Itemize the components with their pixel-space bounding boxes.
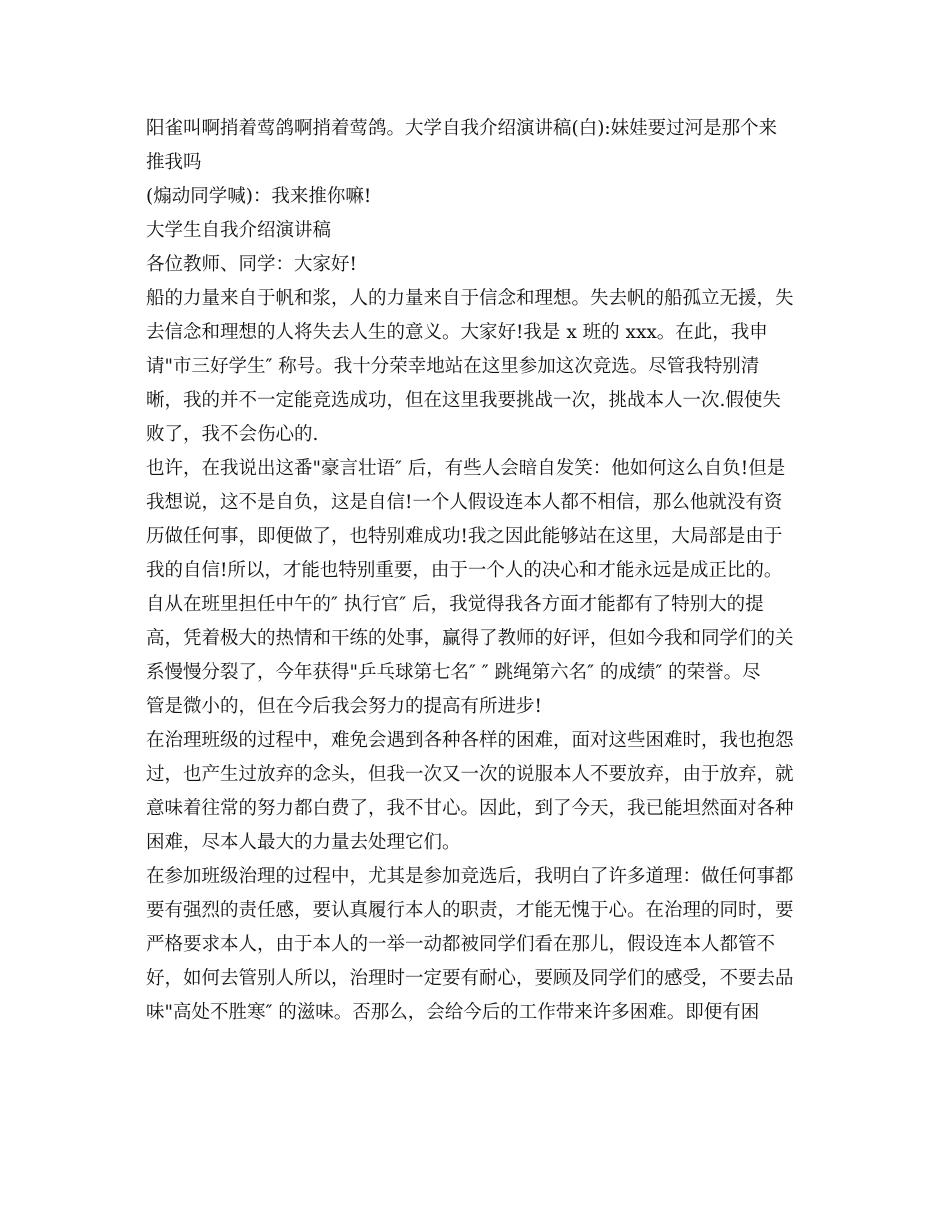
- text-line: 我的自信!所以，才能也特别重要，由于一个人的决心和才能永远是成正比的。: [146, 560, 783, 581]
- text-line: (煽动同学喊)：我来推你嘛!: [146, 186, 372, 207]
- text-line: 管是微小的，但在今后我会努力的提高有所进步!: [146, 696, 542, 717]
- text-line: 严格要求本人，由于本人的一举一动都被同学们看在那儿，假设连本人都管不: [146, 934, 776, 955]
- text-line: 要有强烈的责任感，要认真履行本人的职责，才能无愧于心。在治理的同时，要: [146, 900, 794, 921]
- text-line: 系慢慢分裂了，今年获得"乒乓球第七名″ ″ 跳绳第六名″ 的成绩″ 的荣誉。尽: [146, 662, 761, 683]
- greeting-line: 各位教师、同学：大家好!: [146, 254, 357, 275]
- text-line: 好，如何去管别人所以，治理时一定要有耐心，要顾及同学们的感受，不要去品: [146, 968, 794, 989]
- text-line: 高，凭着极大的热情和干练的处事，赢得了教师的好评，但如今我和同学们的关: [146, 628, 794, 649]
- text-line: 历做任何事，即便做了，也特别难成功!我之因此能够站在这里，大局部是由于: [146, 526, 783, 547]
- text-line: 晰，我的并不一定能竞选成功，但在这里我要挑战一次，挑战本人一次.假使失: [146, 390, 781, 411]
- text-line: 船的力量来自于帆和浆，人的力量来自于信念和理想。失去帆的船孤立无援，失: [146, 288, 794, 309]
- text-line: 也许，在我说出这番"豪言壮语″ 后，有些人会暗自发笑：他如何这么自负!但是: [146, 458, 786, 479]
- section-title: 大学生自我介绍演讲稿: [146, 220, 332, 241]
- text-line: 去信念和理想的人将失去人生的意义。大家好!我是 x 班的 xxx。在此，我申: [146, 322, 768, 343]
- text-line: 阳雀叫啊捎着莺鸽啊捎着莺鸽。大学自我介绍演讲稿(白):妹娃要过河是那个来: [146, 118, 778, 139]
- text-line: 我想说，这不是自负，这是自信!一个人假设连本人都不相信，那么他就没有资: [146, 492, 783, 513]
- text-line: 自从在班里担任中午的″ 执行官″ 后，我觉得我各方面才能都有了特别大的提: [146, 594, 764, 615]
- text-line: 推我吗: [146, 152, 202, 173]
- text-line: 败了，我不会伤心的.: [146, 424, 319, 445]
- text-line: 味"高处不胜寒″ 的滋味。否那么，会给今后的工作带来许多困难。即便有困: [146, 1002, 760, 1023]
- document-body: [146, 112, 806, 1030]
- text-line: 过，也产生过放弃的念头，但我一次又一次的说服本人不要放弃，由于放弃，就: [146, 764, 794, 785]
- text-line: 意味着往常的努力都白费了，我不甘心。因此，到了今天，我已能坦然面对各种: [146, 798, 794, 819]
- text-line: 在参加班级治理的过程中，尤其是参加竞选后，我明白了许多道理：做任何事都: [146, 866, 794, 887]
- text-line: 在治理班级的过程中，难免会遇到各种各样的困难，面对这些困难时，我也抱怨: [146, 730, 794, 751]
- text-line: 请"市三好学生″ 称号。我十分荣幸地站在这里参加这次竞选。尽管我特别清: [146, 356, 760, 377]
- text-line: 困难，尽本人最大的力量去处理它们。: [146, 832, 461, 853]
